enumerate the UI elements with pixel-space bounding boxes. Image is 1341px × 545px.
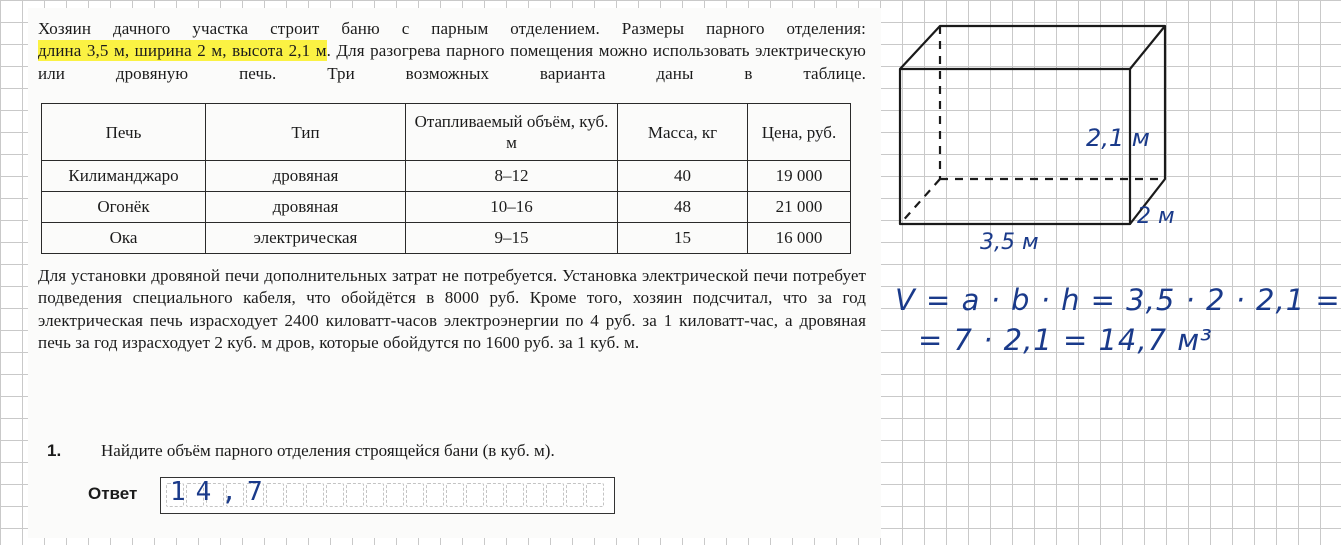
table-row [42, 161, 851, 192]
header-mass: Масса, кг [618, 104, 748, 161]
cell-type: электрическая [206, 223, 406, 254]
table-row [42, 223, 851, 254]
header-type: Тип [206, 104, 406, 161]
length-label: 3,5 м [980, 230, 1039, 255]
formula-line-2: = 7 · 2,1 = 14,7 м³ [918, 323, 1213, 357]
cell-mass: 40 [618, 161, 748, 192]
box-sketch-icon [885, 14, 1175, 229]
problem-statement: Хозяин дачного участка строит баню с парным отделением. Размеры парного отделения: длина 3,5 м, ширина 2 м, высота 2,1 м. Для разогрева парного помещения можно использовать электрическую или дровяную печь. Три возможных варианта даны в таблице. [38, 19, 866, 83]
cell-stove: Килиманджаро [42, 161, 206, 192]
cell-price: 16 000 [748, 223, 851, 254]
width-label: 2 м [1137, 204, 1175, 229]
highlighted-dimensions: длина 3,5 м, ширина 2 м, высота 2,1 м [38, 41, 327, 61]
cell-price: 21 000 [748, 192, 851, 223]
answer-label: Ответ [88, 484, 138, 503]
question-text: Найдите объём парного отделения строящейся бани (в куб. м). [101, 441, 555, 460]
height-label: 2,1 м [1086, 124, 1150, 152]
cell-volume: 10–16 [406, 192, 618, 223]
header-stove: Печь [42, 104, 206, 161]
textbook-page-bottom [28, 412, 881, 538]
header-price: Цена, руб. [748, 104, 851, 161]
cell-volume: 9–15 [406, 223, 618, 254]
cell-price: 19 000 [748, 161, 851, 192]
answer-value: 14,7 [170, 477, 273, 507]
table-row [42, 192, 851, 223]
question-number: 1. [47, 441, 62, 460]
cell-mass: 48 [618, 192, 748, 223]
cell-type: дровяная [206, 192, 406, 223]
header-volume: Отапливаемый объём, куб. м [406, 104, 618, 161]
cell-type: дровяная [206, 161, 406, 192]
table-header-row [42, 104, 851, 161]
stoves-table [41, 103, 851, 254]
cell-mass: 15 [618, 223, 748, 254]
conditions-paragraph: Для установки дровяной печи дополнительных затрат не потребуется. Установка электрической печи потребует подведения специального кабеля, что обойдётся в 8000 руб. Кроме того, хозяин подсчитал, что за год электрическая печь израсходует 2400 киловатт-часов электроэнергии по 4 руб. за 1 киловатт-час, а дровяная печь за год израсходует 2 куб. м дров, которые обойдутся по 1600 руб. за 1 куб. м. [38, 266, 866, 352]
cell-volume: 8–12 [406, 161, 618, 192]
formula-line-1: V = a · b · h = 3,5 · 2 · 2,1 = [895, 283, 1341, 317]
cell-stove: Огонёк [42, 192, 206, 223]
cell-stove: Ока [42, 223, 206, 254]
